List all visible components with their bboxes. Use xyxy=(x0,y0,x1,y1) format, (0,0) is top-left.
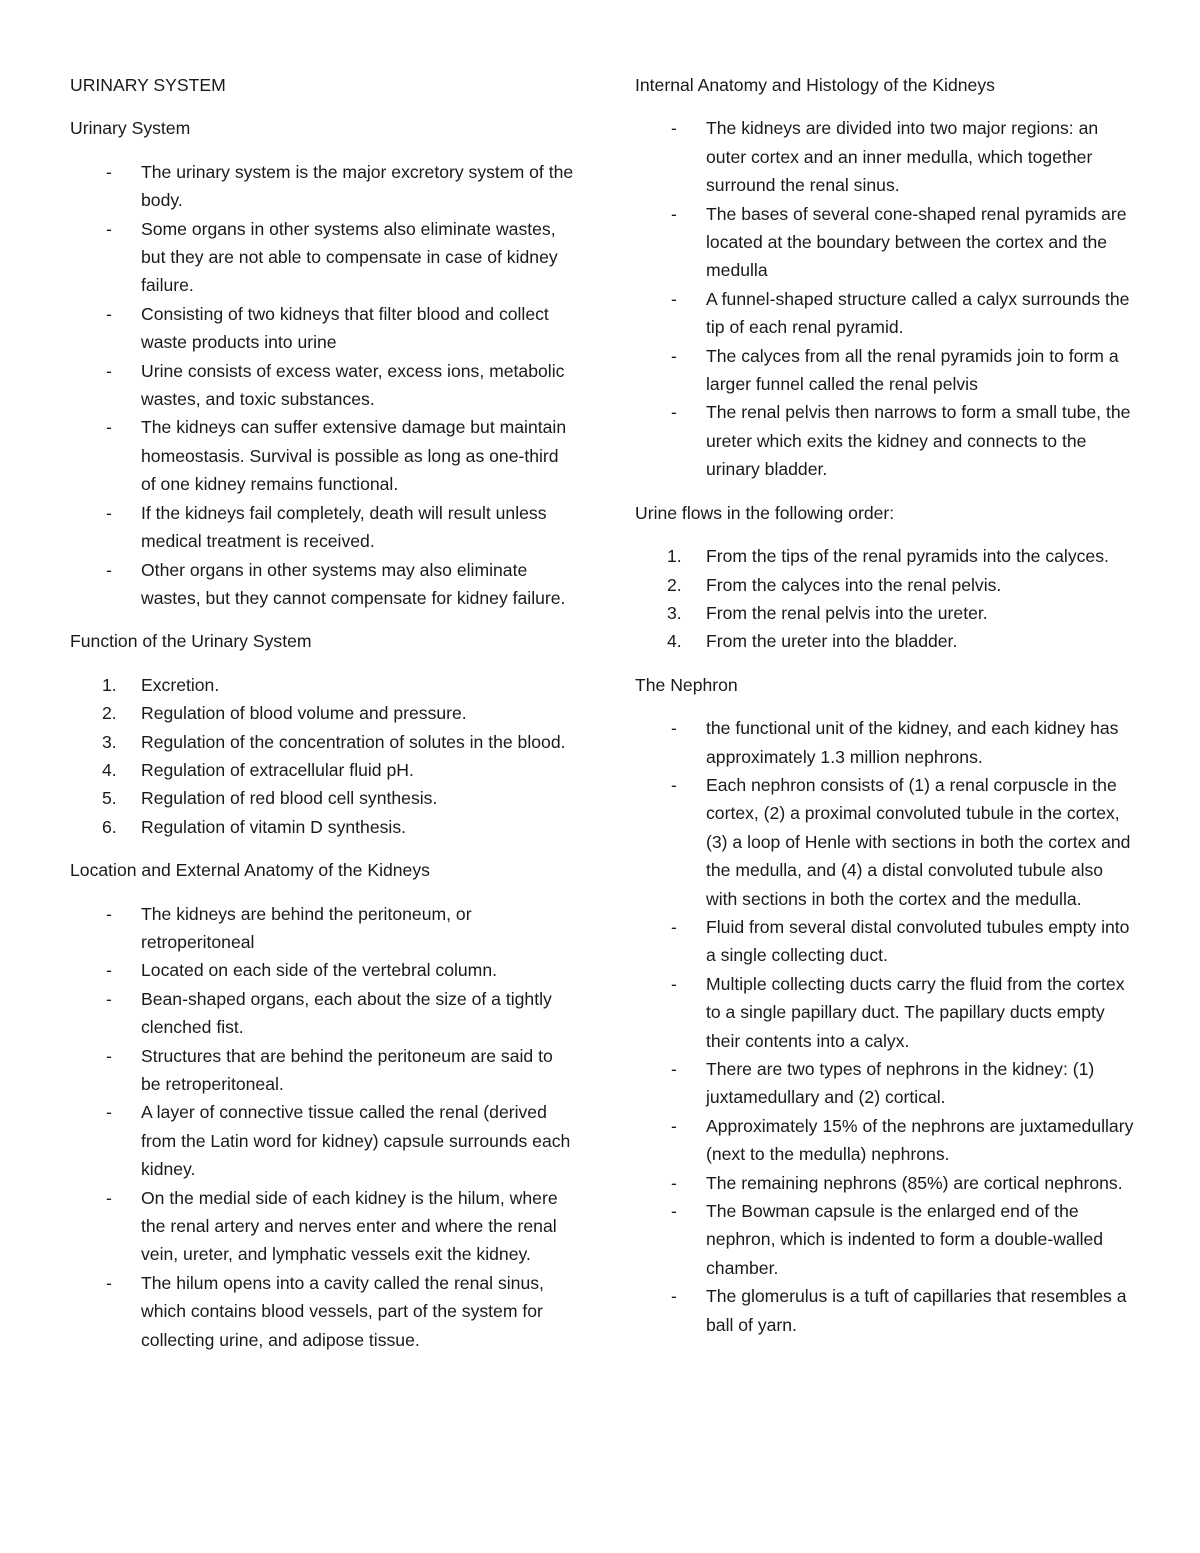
list-item-text: On the medial side of each kidney is the hilum, where the renal artery and nerves enter and where the renal vein, ureter, and lymphatic vessels exit the kidney. xyxy=(141,1187,558,1265)
list-item xyxy=(635,1197,1135,1282)
list-number: 5. xyxy=(102,788,117,809)
list-item xyxy=(635,342,1135,399)
list-item xyxy=(635,599,1135,627)
list-item xyxy=(70,813,575,841)
bullet-list xyxy=(635,114,1135,483)
list-item xyxy=(635,970,1135,1055)
list-item xyxy=(70,300,575,357)
list-item xyxy=(635,1055,1135,1112)
list-item-text: From the renal pelvis into the ureter. xyxy=(706,602,988,623)
list-item xyxy=(635,714,1135,771)
dash-bullet-icon: - xyxy=(671,1201,677,1222)
section-heading: Location and External Anatomy of the Kidneys xyxy=(70,860,430,881)
list-item-text: Multiple collecting ducts carry the fluid from the cortex to a single papillary duct. The papillary ducts empty their contents into a calyx. xyxy=(706,973,1125,1051)
dash-bullet-icon: - xyxy=(106,161,112,182)
list-number: 4. xyxy=(667,631,682,652)
list-number: 1. xyxy=(667,546,682,567)
list-item xyxy=(70,1184,575,1269)
list-item xyxy=(70,1098,575,1183)
section-heading: Urinary System xyxy=(70,118,191,139)
list-item-text: The kidneys can suffer extensive damage but maintain homeostasis. Survival is possible as long as one-third of one kidney remains functional. xyxy=(141,417,567,495)
dash-bullet-icon: - xyxy=(671,774,677,795)
list-item xyxy=(635,1112,1135,1169)
dash-bullet-icon: - xyxy=(671,973,677,994)
list-item xyxy=(635,771,1135,913)
dash-bullet-icon: - xyxy=(671,118,677,139)
numbered-list xyxy=(70,671,575,841)
list-item-text: Urine consists of excess water, excess ions, metabolic wastes, and toxic substances. xyxy=(141,360,565,410)
list-item xyxy=(70,413,575,498)
list-item-text: The urinary system is the major excretory system of the body. xyxy=(141,161,574,211)
numbered-list xyxy=(635,542,1135,656)
list-number: 3. xyxy=(102,731,117,752)
list-number: 6. xyxy=(102,816,117,837)
left-column xyxy=(70,71,575,1369)
bullet-list xyxy=(70,158,575,613)
list-item xyxy=(70,699,575,727)
list-item-text: Located on each side of the vertebral column. xyxy=(141,960,498,981)
dash-bullet-icon: - xyxy=(106,1045,112,1066)
list-item xyxy=(70,671,575,699)
list-item xyxy=(635,285,1135,342)
list-item xyxy=(70,900,575,957)
list-item-text: The glomerulus is a tuft of capillaries that resembles a ball of yarn. xyxy=(706,1286,1127,1335)
list-item-text: Bean-shaped organs, each about the size of a tightly clenched fist. xyxy=(141,988,552,1038)
list-item-text: Regulation of the concentration of solutes in the blood. xyxy=(141,731,566,752)
list-item-text: From the ureter into the bladder. xyxy=(706,631,958,652)
dash-bullet-icon: - xyxy=(106,903,112,924)
list-item-text: The renal pelvis then narrows to form a small tube, the ureter which exits the kidney and connects to the urinary bladder. xyxy=(706,402,1131,480)
dash-bullet-icon: - xyxy=(671,1172,677,1193)
list-item xyxy=(70,985,575,1042)
dash-bullet-icon: - xyxy=(106,502,112,523)
dash-bullet-icon: - xyxy=(671,718,677,739)
dash-bullet-icon: - xyxy=(671,203,677,224)
dash-bullet-icon: - xyxy=(671,1286,677,1307)
dash-bullet-icon: - xyxy=(106,1102,112,1123)
bullet-list xyxy=(635,714,1135,1339)
dash-bullet-icon: - xyxy=(106,559,112,580)
dash-bullet-icon: - xyxy=(671,402,677,423)
list-item xyxy=(70,357,575,414)
dash-bullet-icon: - xyxy=(106,417,112,438)
list-item-text: Fluid from several distal convoluted tubules empty into a single collecting duct. xyxy=(706,916,1130,966)
list-item-text: The kidneys are behind the peritoneum, or retroperitoneal xyxy=(141,903,472,952)
list-item-text: Some organs in other systems also eliminate wastes, but they are not able to compensate in case of kidney failure. xyxy=(141,218,558,296)
dash-bullet-icon: - xyxy=(671,345,677,366)
list-item-text: From the tips of the renal pyramids into the calyces. xyxy=(706,546,1109,567)
list-item-text: Other organs in other systems may also eliminate wastes, but they cannot compensate for kidney failure. xyxy=(141,559,566,608)
list-item xyxy=(70,499,575,556)
dash-bullet-icon: - xyxy=(106,1272,112,1293)
dash-bullet-icon: - xyxy=(671,916,677,937)
list-number: 4. xyxy=(102,759,117,780)
section-heading: URINARY SYSTEM xyxy=(70,75,226,95)
dash-bullet-icon: - xyxy=(106,360,112,381)
right-column xyxy=(635,71,1135,1354)
section-heading: Urine flows in the following order: xyxy=(635,502,895,523)
list-number: 2. xyxy=(667,574,682,595)
list-item xyxy=(635,114,1135,199)
list-number: 1. xyxy=(102,674,117,695)
list-item xyxy=(635,1169,1135,1197)
list-item-text: Excretion. xyxy=(141,674,220,695)
list-item xyxy=(70,158,575,215)
dash-bullet-icon: - xyxy=(671,1115,677,1136)
list-item-text: A layer of connective tissue called the renal (derived from the Latin word for kidney) capsule surrounds each kidney. xyxy=(141,1102,571,1180)
list-item xyxy=(70,756,575,784)
list-item xyxy=(635,542,1135,570)
list-item-text: Regulation of blood volume and pressure. xyxy=(141,703,467,724)
list-item-text: The Bowman capsule is the enlarged end of the nephron, which is indented to form a double-walled chamber. xyxy=(706,1201,1104,1278)
list-item-text: Regulation of red blood cell synthesis. xyxy=(141,788,438,809)
list-item-text: the functional unit of the kidney, and each kidney has approximately 1.3 million nephrons. xyxy=(706,718,1119,767)
list-item-text: Structures that are behind the peritoneum are said to be retroperitoneal. xyxy=(141,1045,553,1094)
dash-bullet-icon: - xyxy=(106,960,112,981)
list-item-text: The hilum opens into a cavity called the renal sinus, which contains blood vessels, part of the system for collecting urine, and adipose tissue. xyxy=(141,1272,544,1350)
list-item-text: The remaining nephrons (85%) are cortical nephrons. xyxy=(706,1172,1123,1193)
dash-bullet-icon: - xyxy=(106,988,112,1009)
dash-bullet-icon: - xyxy=(106,303,112,324)
list-item xyxy=(635,627,1135,655)
list-item xyxy=(70,956,575,984)
dash-bullet-icon: - xyxy=(106,1187,112,1208)
dash-bullet-icon: - xyxy=(106,218,112,239)
list-item xyxy=(635,200,1135,285)
bullet-list xyxy=(70,900,575,1355)
list-item-text: Consisting of two kidneys that filter blood and collect waste products into urine xyxy=(141,303,549,353)
list-item xyxy=(70,1269,575,1354)
list-item xyxy=(70,784,575,812)
list-item xyxy=(70,556,575,613)
list-item-text: Approximately 15% of the nephrons are juxtamedullary (next to the medulla) nephrons. xyxy=(706,1115,1134,1165)
list-item xyxy=(635,571,1135,599)
list-item xyxy=(635,1282,1135,1339)
list-item-text: A funnel-shaped structure called a calyx surrounds the tip of each renal pyramid. xyxy=(706,288,1130,338)
list-item-text: From the calyces into the renal pelvis. xyxy=(706,574,1002,595)
list-item-text: The kidneys are divided into two major regions: an outer cortex and an inner medulla, which together surround the renal sinus. xyxy=(706,118,1099,196)
list-number: 3. xyxy=(667,602,682,623)
list-item xyxy=(70,728,575,756)
list-item xyxy=(70,215,575,300)
list-item-text: If the kidneys fail completely, death will result unless medical treatment is received. xyxy=(141,502,547,552)
dash-bullet-icon: - xyxy=(671,1059,677,1079)
section-heading: The Nephron xyxy=(635,674,738,695)
section-heading: Function of the Urinary System xyxy=(70,631,312,652)
list-item xyxy=(635,398,1135,483)
list-item-text: The bases of several cone-shaped renal pyramids are located at the boundary between the cortex and the medulla xyxy=(706,203,1127,281)
list-item-text: Regulation of extracellular fluid pH. xyxy=(141,759,414,780)
list-item-text: Each nephron consists of (1) a renal corpuscle in the cortex, (2) a proximal convoluted tubule in the cortex, (3) a loop of Henle with sections in both the cortex and the medulla, and (4) a distal convoluted tubule also with sections in both the cortex and the medulla. xyxy=(706,774,1131,909)
list-item-text: There are two types of nephrons in the kidney: (1) juxtamedullary and (2) cortical. xyxy=(706,1059,1095,1108)
list-number: 2. xyxy=(102,703,117,724)
section-heading: Internal Anatomy and Histology of the Kidneys xyxy=(635,75,995,95)
list-item xyxy=(70,1042,575,1099)
list-item-text: The calyces from all the renal pyramids join to form a larger funnel called the renal pelvis xyxy=(706,345,1119,395)
dash-bullet-icon: - xyxy=(671,288,677,309)
list-item xyxy=(635,913,1135,970)
list-item-text: Regulation of vitamin D synthesis. xyxy=(141,816,407,837)
